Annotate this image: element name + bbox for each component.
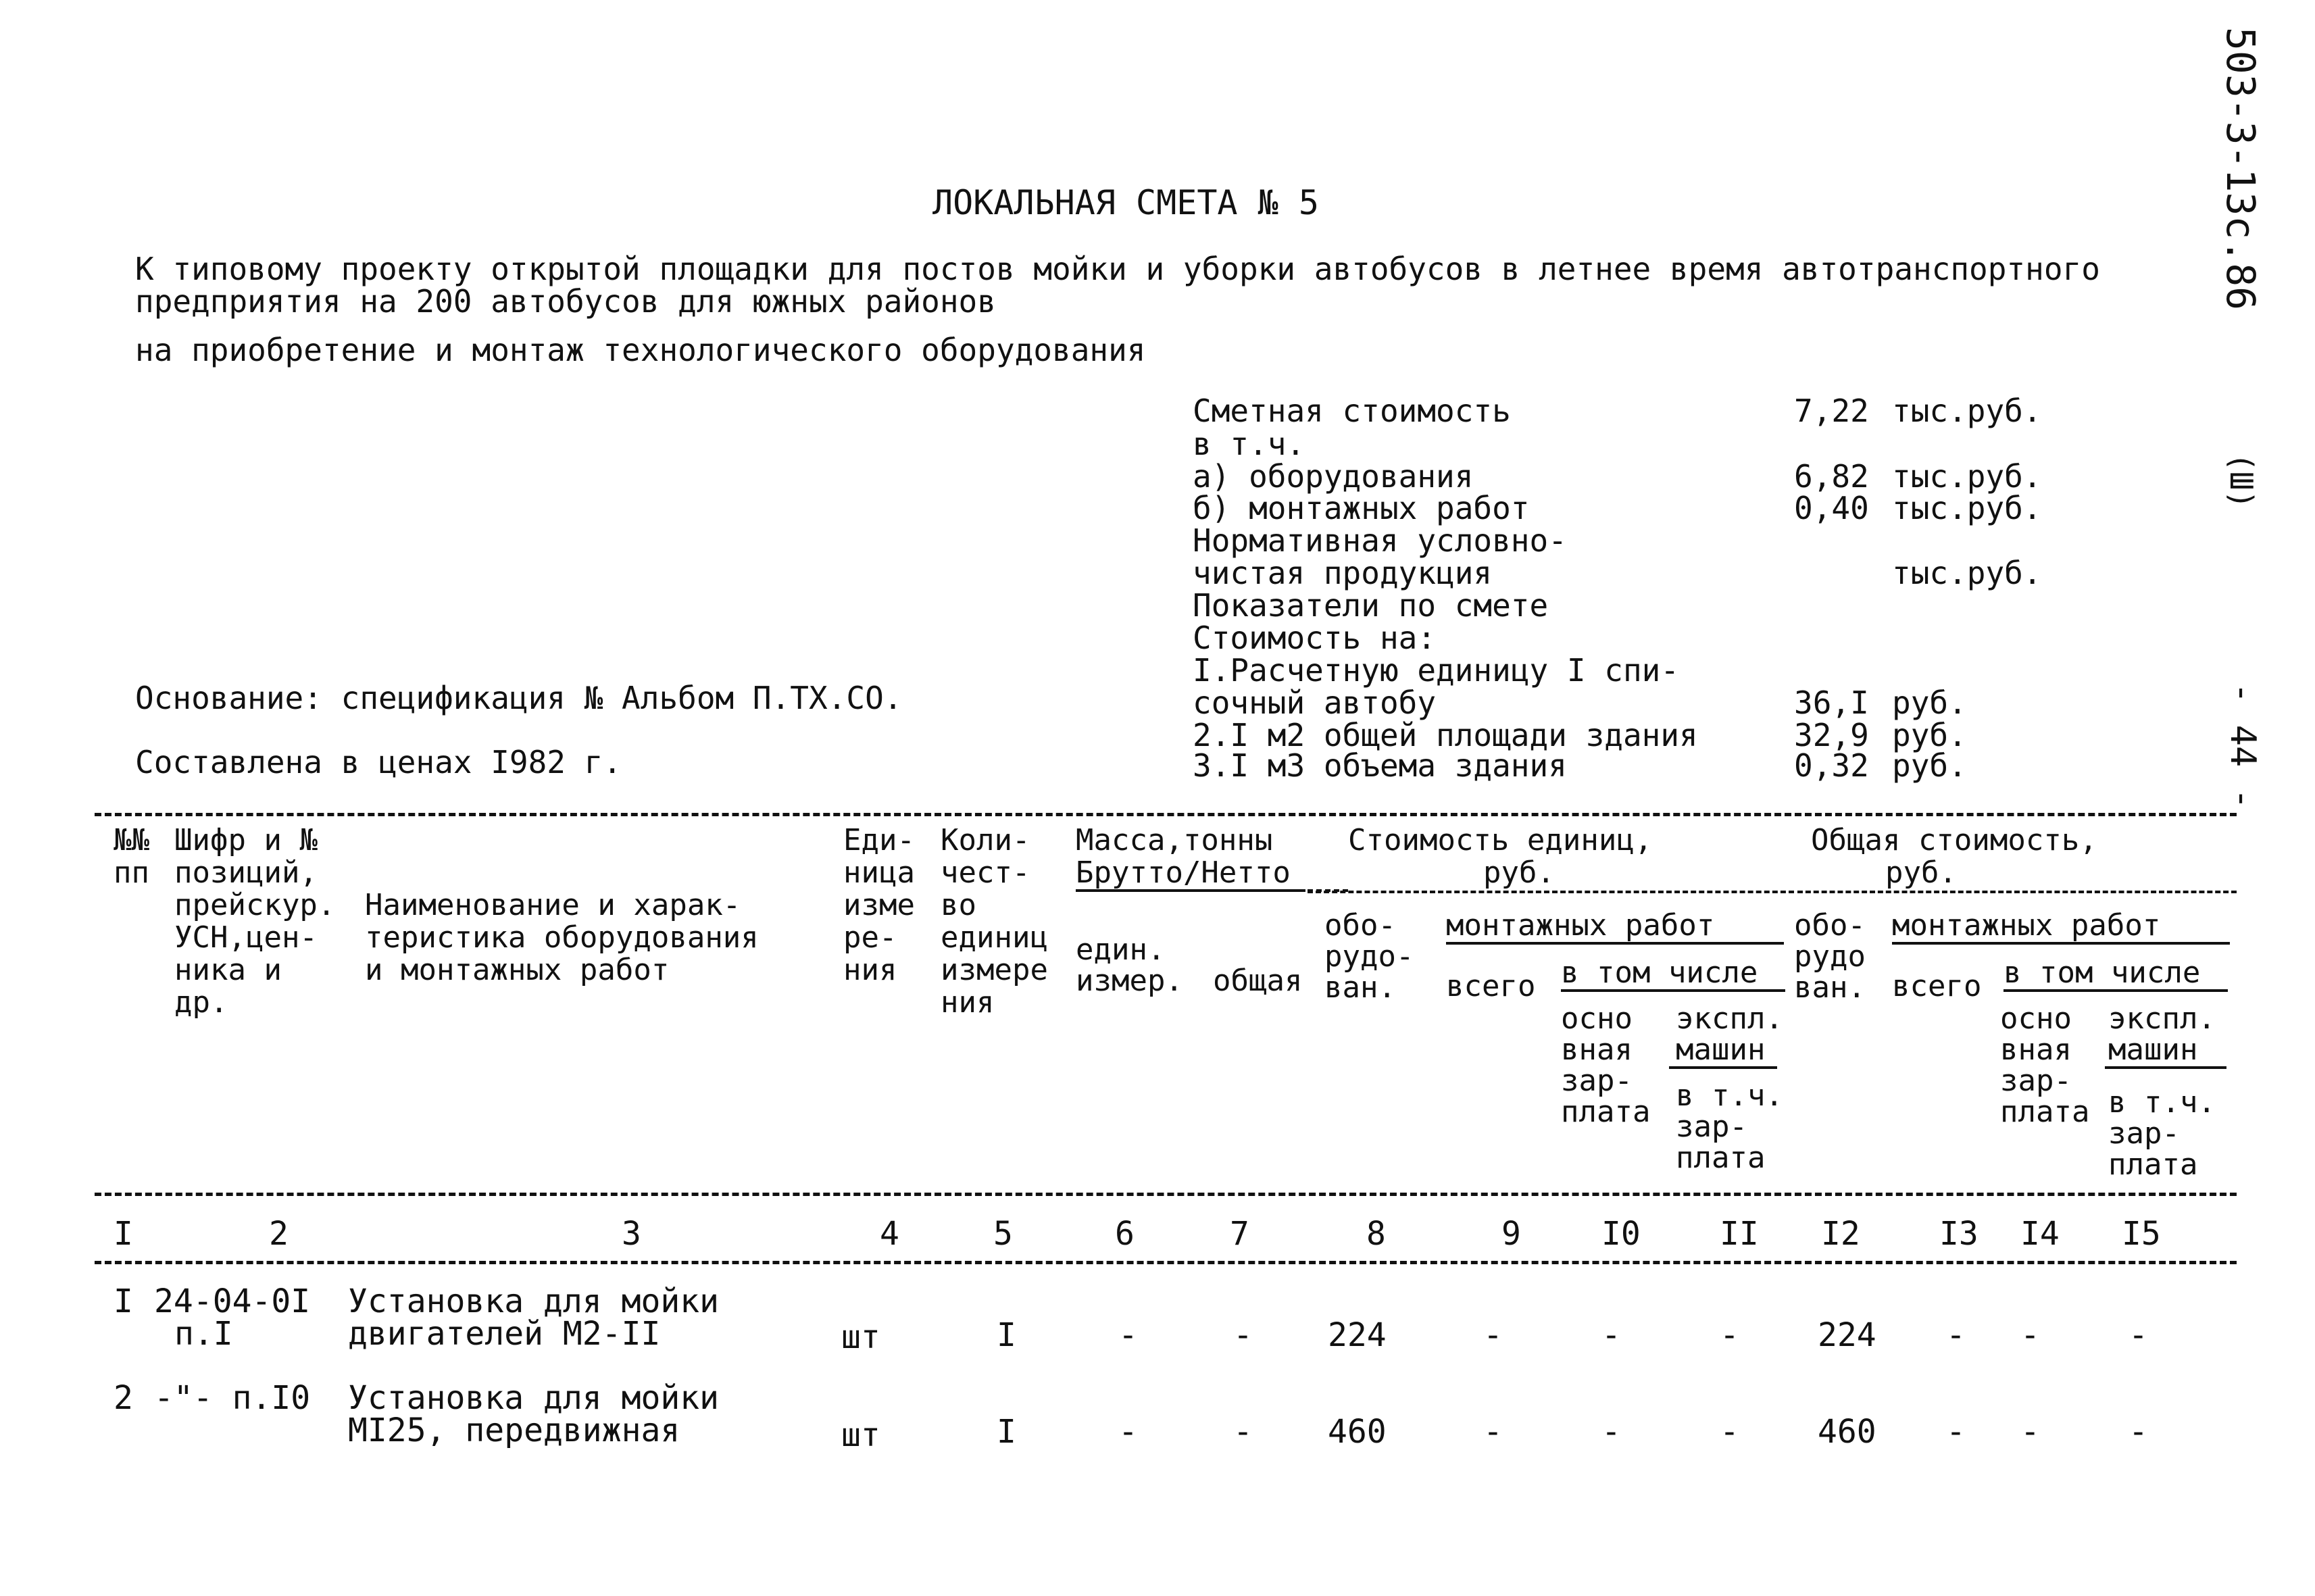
row-total-machines: - <box>2129 1316 2148 1354</box>
summary-label: чистая продукция <box>1193 555 1493 591</box>
row-mount-total: - <box>1483 1316 1503 1354</box>
header-num: №№ <box>114 823 149 857</box>
summary-unit: тыс.руб. <box>1892 490 2042 526</box>
row-total-wage: - <box>2020 1316 2040 1354</box>
header-total-mount-total: всего <box>1892 969 1982 1003</box>
row-qty: I <box>997 1316 1016 1354</box>
row-code: -"- п.I0 <box>154 1379 311 1417</box>
row-machines: - <box>1720 1316 1739 1354</box>
header-total-incl-wage: в т.ч. <box>2108 1085 2216 1120</box>
summary-label: а) оборудования <box>1193 458 1474 495</box>
header-mass-unit: един. <box>1076 932 1166 967</box>
row-name: Установка для мойки <box>348 1379 720 1417</box>
row-wage: - <box>1601 1316 1621 1354</box>
document-code: 503-3-13с.86 <box>2218 27 2264 311</box>
summary-label: Сметная стоимость <box>1193 393 1511 429</box>
header-qty: ния <box>941 985 995 1020</box>
summary-label: б) монтажных работ <box>1193 490 1530 526</box>
header-code: др. <box>174 985 228 1020</box>
table-top-rule <box>95 813 2237 816</box>
row-machines: - <box>1720 1413 1739 1451</box>
row-unit: шт <box>841 1416 880 1454</box>
header-qty: Коли- <box>941 823 1030 857</box>
page-title: ЛОКАЛЬНАЯ СМЕТА № 5 <box>932 183 1319 222</box>
header-basic-wage: вная <box>1561 1032 1633 1067</box>
header-unit: ния <box>843 953 897 987</box>
header-unit: изме <box>843 888 915 922</box>
summary-label: Нормативная условно- <box>1193 522 1567 559</box>
col-number: 8 <box>1366 1215 1386 1253</box>
row-mass-total: - <box>1233 1413 1253 1451</box>
unit-cost-rule <box>1308 891 1794 893</box>
total-cost-rule <box>1797 891 2237 893</box>
summary-unit: тыс.руб. <box>1892 555 2042 591</box>
header-num: пп <box>114 855 149 890</box>
col-number: I2 <box>1821 1215 1860 1253</box>
header-mass-total: общая <box>1213 964 1303 998</box>
header-incl-wage: плата <box>1676 1141 1766 1175</box>
header-total-basic-wage: плата <box>2000 1095 2090 1129</box>
header-total-incl-wage: плата <box>2108 1147 2198 1182</box>
header-mount: монтажных работ <box>1446 908 1715 943</box>
summary-label: 3.I м3 объема здания <box>1193 747 1567 784</box>
header-mount-total: всего <box>1446 969 1536 1003</box>
total-incl-underline <box>2003 989 2228 992</box>
row-unit: шт <box>841 1318 880 1356</box>
header-basic-wage: плата <box>1561 1095 1651 1129</box>
header-basic-wage: осно <box>1561 1001 1633 1036</box>
header-code: ника и <box>174 953 282 987</box>
row-qty: I <box>997 1413 1016 1451</box>
summary-value: 7,22 <box>1794 393 1869 429</box>
header-incl-wage: зар- <box>1676 1109 1747 1144</box>
row-mass-unit: - <box>1118 1316 1138 1354</box>
header-total-mount: монтажных работ <box>1892 908 2161 943</box>
header-equip: рудо- <box>1324 939 1414 974</box>
row-code: п.I <box>174 1315 233 1353</box>
header-machines: машин <box>1676 1032 1766 1067</box>
row-name: двигателей М2-II <box>348 1315 661 1353</box>
header-name: Наименование и харак- <box>365 888 741 922</box>
row-mount-total: - <box>1483 1413 1503 1451</box>
summary-value: 0,40 <box>1794 490 1869 526</box>
row-equip: 460 <box>1328 1413 1387 1451</box>
summary-unit: тыс.руб. <box>1892 458 2042 495</box>
col-number: I4 <box>2020 1215 2060 1253</box>
header-qty: во <box>941 888 976 922</box>
row-equip: 224 <box>1328 1316 1387 1354</box>
header-unit: ре- <box>843 920 897 955</box>
header-mass-unit: измер. <box>1076 964 1183 998</box>
header-incl-wage: в т.ч. <box>1676 1078 1783 1113</box>
summary-label: в т.ч. <box>1193 426 1305 462</box>
row-mass-total: - <box>1233 1316 1253 1354</box>
col-number: I0 <box>1601 1215 1641 1253</box>
header-mass: Брутто/Нетто <box>1076 855 1291 890</box>
summary-value: 6,82 <box>1794 458 1869 495</box>
header-total-basic-wage: осно <box>2000 1001 2072 1036</box>
machines-underline <box>1669 1066 1777 1069</box>
column-number-rule <box>95 1261 2237 1264</box>
header-total-cost: руб. <box>1885 855 1957 890</box>
header-code: УСН,цен- <box>174 920 318 955</box>
header-name: теристика оборудования <box>365 920 759 955</box>
header-name: и монтажных работ <box>365 953 670 987</box>
header-equip: ван. <box>1324 970 1396 1005</box>
subtitle-line-3: на приобретение и монтаж технологического оборудования <box>135 332 1146 368</box>
col-number: 9 <box>1501 1215 1521 1253</box>
header-total-basic-wage: вная <box>2000 1032 2072 1067</box>
header-total-equip: ван. <box>1794 970 1866 1005</box>
header-machines: экспл. <box>1676 1001 1783 1036</box>
header-code: прейскур. <box>174 888 336 922</box>
header-qty: чест- <box>941 855 1030 890</box>
subtitle-line-1: К типовому проекту открытой площадки для постов мойки и уборки автобусов в летнее время автотранспортного <box>135 251 2100 287</box>
col-number: 5 <box>993 1215 1013 1253</box>
total-mount-underline <box>1892 942 2230 945</box>
summary-unit: руб. <box>1892 684 1967 721</box>
col-number: 7 <box>1230 1215 1249 1253</box>
header-unit-cost: руб. <box>1483 855 1555 890</box>
header-total-incl: в том числе <box>2003 955 2201 990</box>
summary-unit: руб. <box>1892 747 1967 784</box>
row-total-mount: - <box>1946 1316 1966 1354</box>
header-equip: обо- <box>1324 908 1396 943</box>
header-qty: единиц <box>941 920 1048 955</box>
mass-underline <box>1076 889 1305 892</box>
header-qty: измере <box>941 953 1048 987</box>
header-bottom-rule <box>95 1193 2237 1196</box>
row-total-wage: - <box>2020 1413 2040 1451</box>
row-total-equip: 460 <box>1818 1413 1876 1451</box>
side-marker: (Ш) <box>2223 453 2260 509</box>
header-incl: в том числе <box>1561 955 1758 990</box>
page-number: - 44 - <box>2222 682 2263 809</box>
summary-unit: тыс.руб. <box>1892 393 2042 429</box>
summary-label: Стоимость на: <box>1193 620 1437 656</box>
header-total-equip: рудо <box>1794 939 1866 974</box>
row-mass-unit: - <box>1118 1413 1138 1451</box>
summary-value: 36,I <box>1794 684 1869 721</box>
header-mass: Масса,тонны <box>1076 823 1273 857</box>
header-total-machines: экспл. <box>2108 1001 2216 1036</box>
prices-text: Составлена в ценах I982 г. <box>135 744 622 780</box>
row-wage: - <box>1601 1413 1621 1451</box>
header-basic-wage: зар- <box>1561 1064 1633 1098</box>
row-name: Установка для мойки <box>348 1282 720 1320</box>
incl-underline <box>1561 989 1785 992</box>
summary-value: 0,32 <box>1794 747 1869 784</box>
header-total-equip: обо- <box>1794 908 1866 943</box>
row-total-machines: - <box>2129 1413 2148 1451</box>
col-number: I3 <box>1939 1215 1978 1253</box>
col-number: 6 <box>1115 1215 1135 1253</box>
header-code: Шифр и № <box>174 823 318 857</box>
row-num: 2 <box>114 1379 133 1417</box>
header-total-machines: машин <box>2108 1032 2198 1067</box>
col-number: I5 <box>2122 1215 2161 1253</box>
col-number: I <box>114 1215 133 1253</box>
col-number: 4 <box>880 1215 899 1253</box>
row-num: I <box>114 1282 133 1320</box>
summary-label: сочный автобу <box>1193 684 1437 721</box>
col-number: 3 <box>622 1215 641 1253</box>
total-machines-underline <box>2105 1066 2226 1069</box>
summary-label: I.Расчетную единицу I спи- <box>1193 652 1680 689</box>
header-unit: ница <box>843 855 915 890</box>
summary-unit: руб. <box>1892 717 1967 753</box>
col-number: II <box>1720 1215 1759 1253</box>
summary-value: 32,9 <box>1794 717 1869 753</box>
summary-label: 2.I м2 общей площади здания <box>1193 717 1698 753</box>
col-number: 2 <box>269 1215 289 1253</box>
subtitle-line-2: предприятия на 200 автобусов для южных районов <box>135 283 996 320</box>
mount-underline <box>1446 942 1784 945</box>
summary-label: Показатели по смете <box>1193 587 1549 624</box>
header-total-incl-wage: зар- <box>2108 1116 2180 1151</box>
row-name: МI25, передвижная <box>348 1412 680 1449</box>
header-total-basic-wage: зар- <box>2000 1064 2072 1098</box>
header-unit: Еди- <box>843 823 915 857</box>
header-unit-cost: Стоимость единиц, <box>1348 823 1653 857</box>
basis-text: Основание: спецификация № Альбом П.ТХ.СО. <box>135 680 903 716</box>
row-total-mount: - <box>1946 1413 1966 1451</box>
row-total-equip: 224 <box>1818 1316 1876 1354</box>
row-code: 24-04-0I <box>154 1282 311 1320</box>
header-total-cost: Общая стоимость, <box>1811 823 2097 857</box>
header-code: позиций, <box>174 855 318 890</box>
